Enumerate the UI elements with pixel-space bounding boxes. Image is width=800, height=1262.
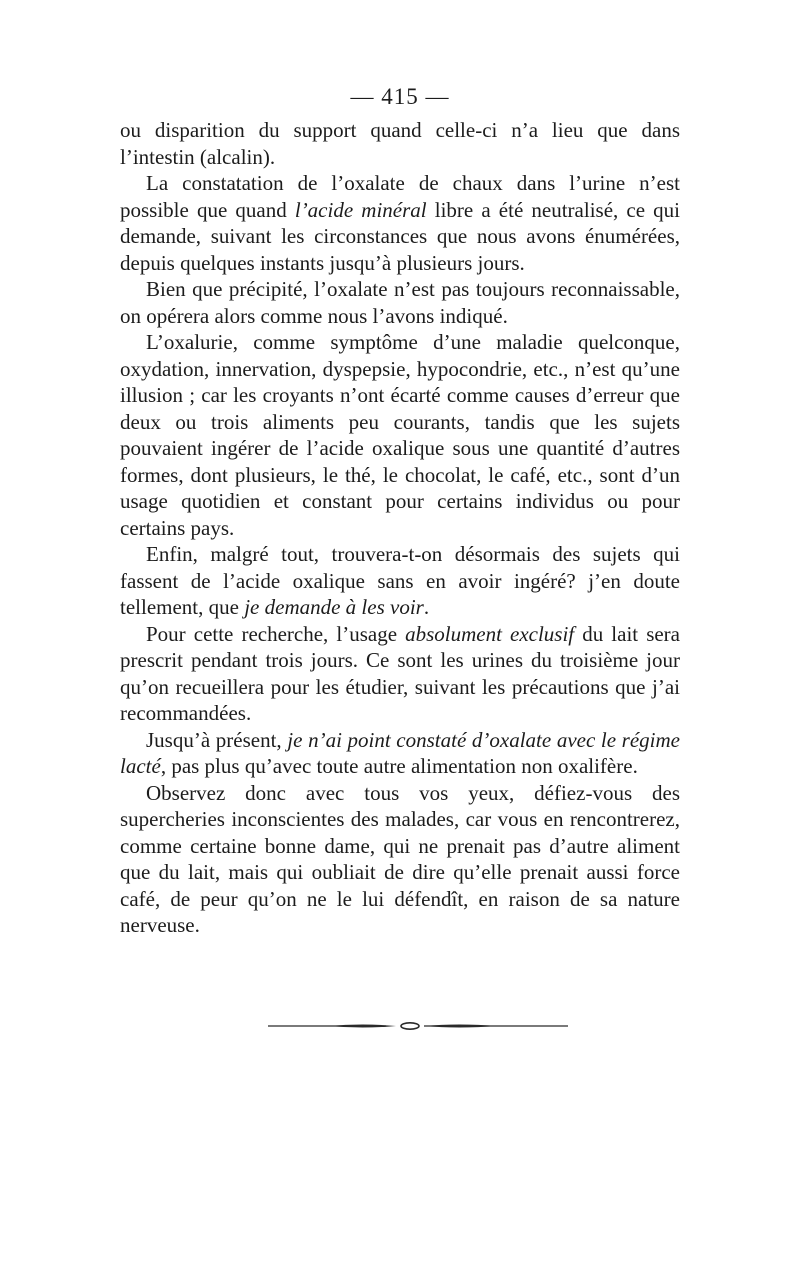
italic-run: je n’ai point constaté d’oxalate avec le régime lacté [120, 727, 680, 778]
text-run: La constatation de l’oxalate de chaux dans l’urine n’est possible que quand [120, 171, 680, 222]
body-text [120, 117, 680, 939]
paragraph-3 [120, 276, 680, 329]
paragraph-5 [120, 541, 680, 621]
text-run: , pas plus qu’avec toute autre alimentation non oxalifère. [160, 754, 638, 778]
text-run: ou disparition du support quand celle-ci n’a lieu que dans l’intestin (alcalin). [120, 118, 680, 169]
italic-run: absolument exclusif [405, 621, 575, 646]
text-run: Pour cette recherche, l’usage [146, 621, 406, 646]
text-run: Jusqu’à présent, [146, 727, 288, 752]
text-run: Observez donc avec tous vos yeux, défiez-vous des supercheries inconscientes des malades, car vous en rencontrerez, comme certaine bonne dame, qui ne prenait pas d’autre aliment que du lait, mais qui oubliait de dire qu’elle prenait aussi force café, de peur qu’on ne le lui défendît, en raison de sa nature nerveuse. [120, 780, 680, 937]
paragraph-6 [120, 621, 680, 727]
text-run: libre a été neutralisé, ce qui demande, suivant les circonstances que nous avons énumérées, depuis quelques instants jusqu’à plusieurs jours. [120, 197, 681, 275]
text-run: Bien que précipité, l’oxalate n’est pas toujours reconnaissable, on opérera alors comme nous l’avons indiqué. [120, 277, 680, 328]
text-run: du lait sera prescrit pendant trois jours. Ce sont les urines du troisième jour qu’on recueillera pour les étudier, suivant les précautions que j’ai recommandées. [120, 621, 680, 725]
text-run: . [423, 595, 430, 619]
text-run: Enfin, malgré tout, trouvera-t-on désormais des sujets qui fassent de l’acide oxalique sans en avoir ingéré? j’en doute tellement, que [120, 542, 680, 619]
italic-run: je demande à les voir [244, 595, 424, 619]
paragraph-4 [120, 329, 680, 541]
paragraph-2 [120, 170, 680, 276]
rule-left-swell [328, 1025, 396, 1028]
italic-run: l’acide minéral [294, 197, 427, 222]
paragraph-1 [120, 117, 680, 170]
paragraph-7 [120, 727, 680, 780]
paragraph-8 [120, 780, 680, 939]
end-ornament-rule [268, 1022, 568, 1030]
page-number: — 415 — [350, 84, 450, 109]
rule-center-ornament [401, 1023, 419, 1029]
text-run: L’oxalurie, comme symptôme d’une maladie quelconque, oxydation, innervation, dyspepsie, hypocondrie, etc., n’est qu’une illusion ; car les croyants n’ont écarté comme causes d’erreur que deux ou trois aliments peu courants, tandis que les sujets pouvaient ingérer de l’acide oxalique sous une quantité d’autres formes, dont plusieurs, le thé, le chocolat, le café, etc., sont d’un usage quotidien et constant pour certains individus ou pour certains pays. [120, 330, 680, 540]
